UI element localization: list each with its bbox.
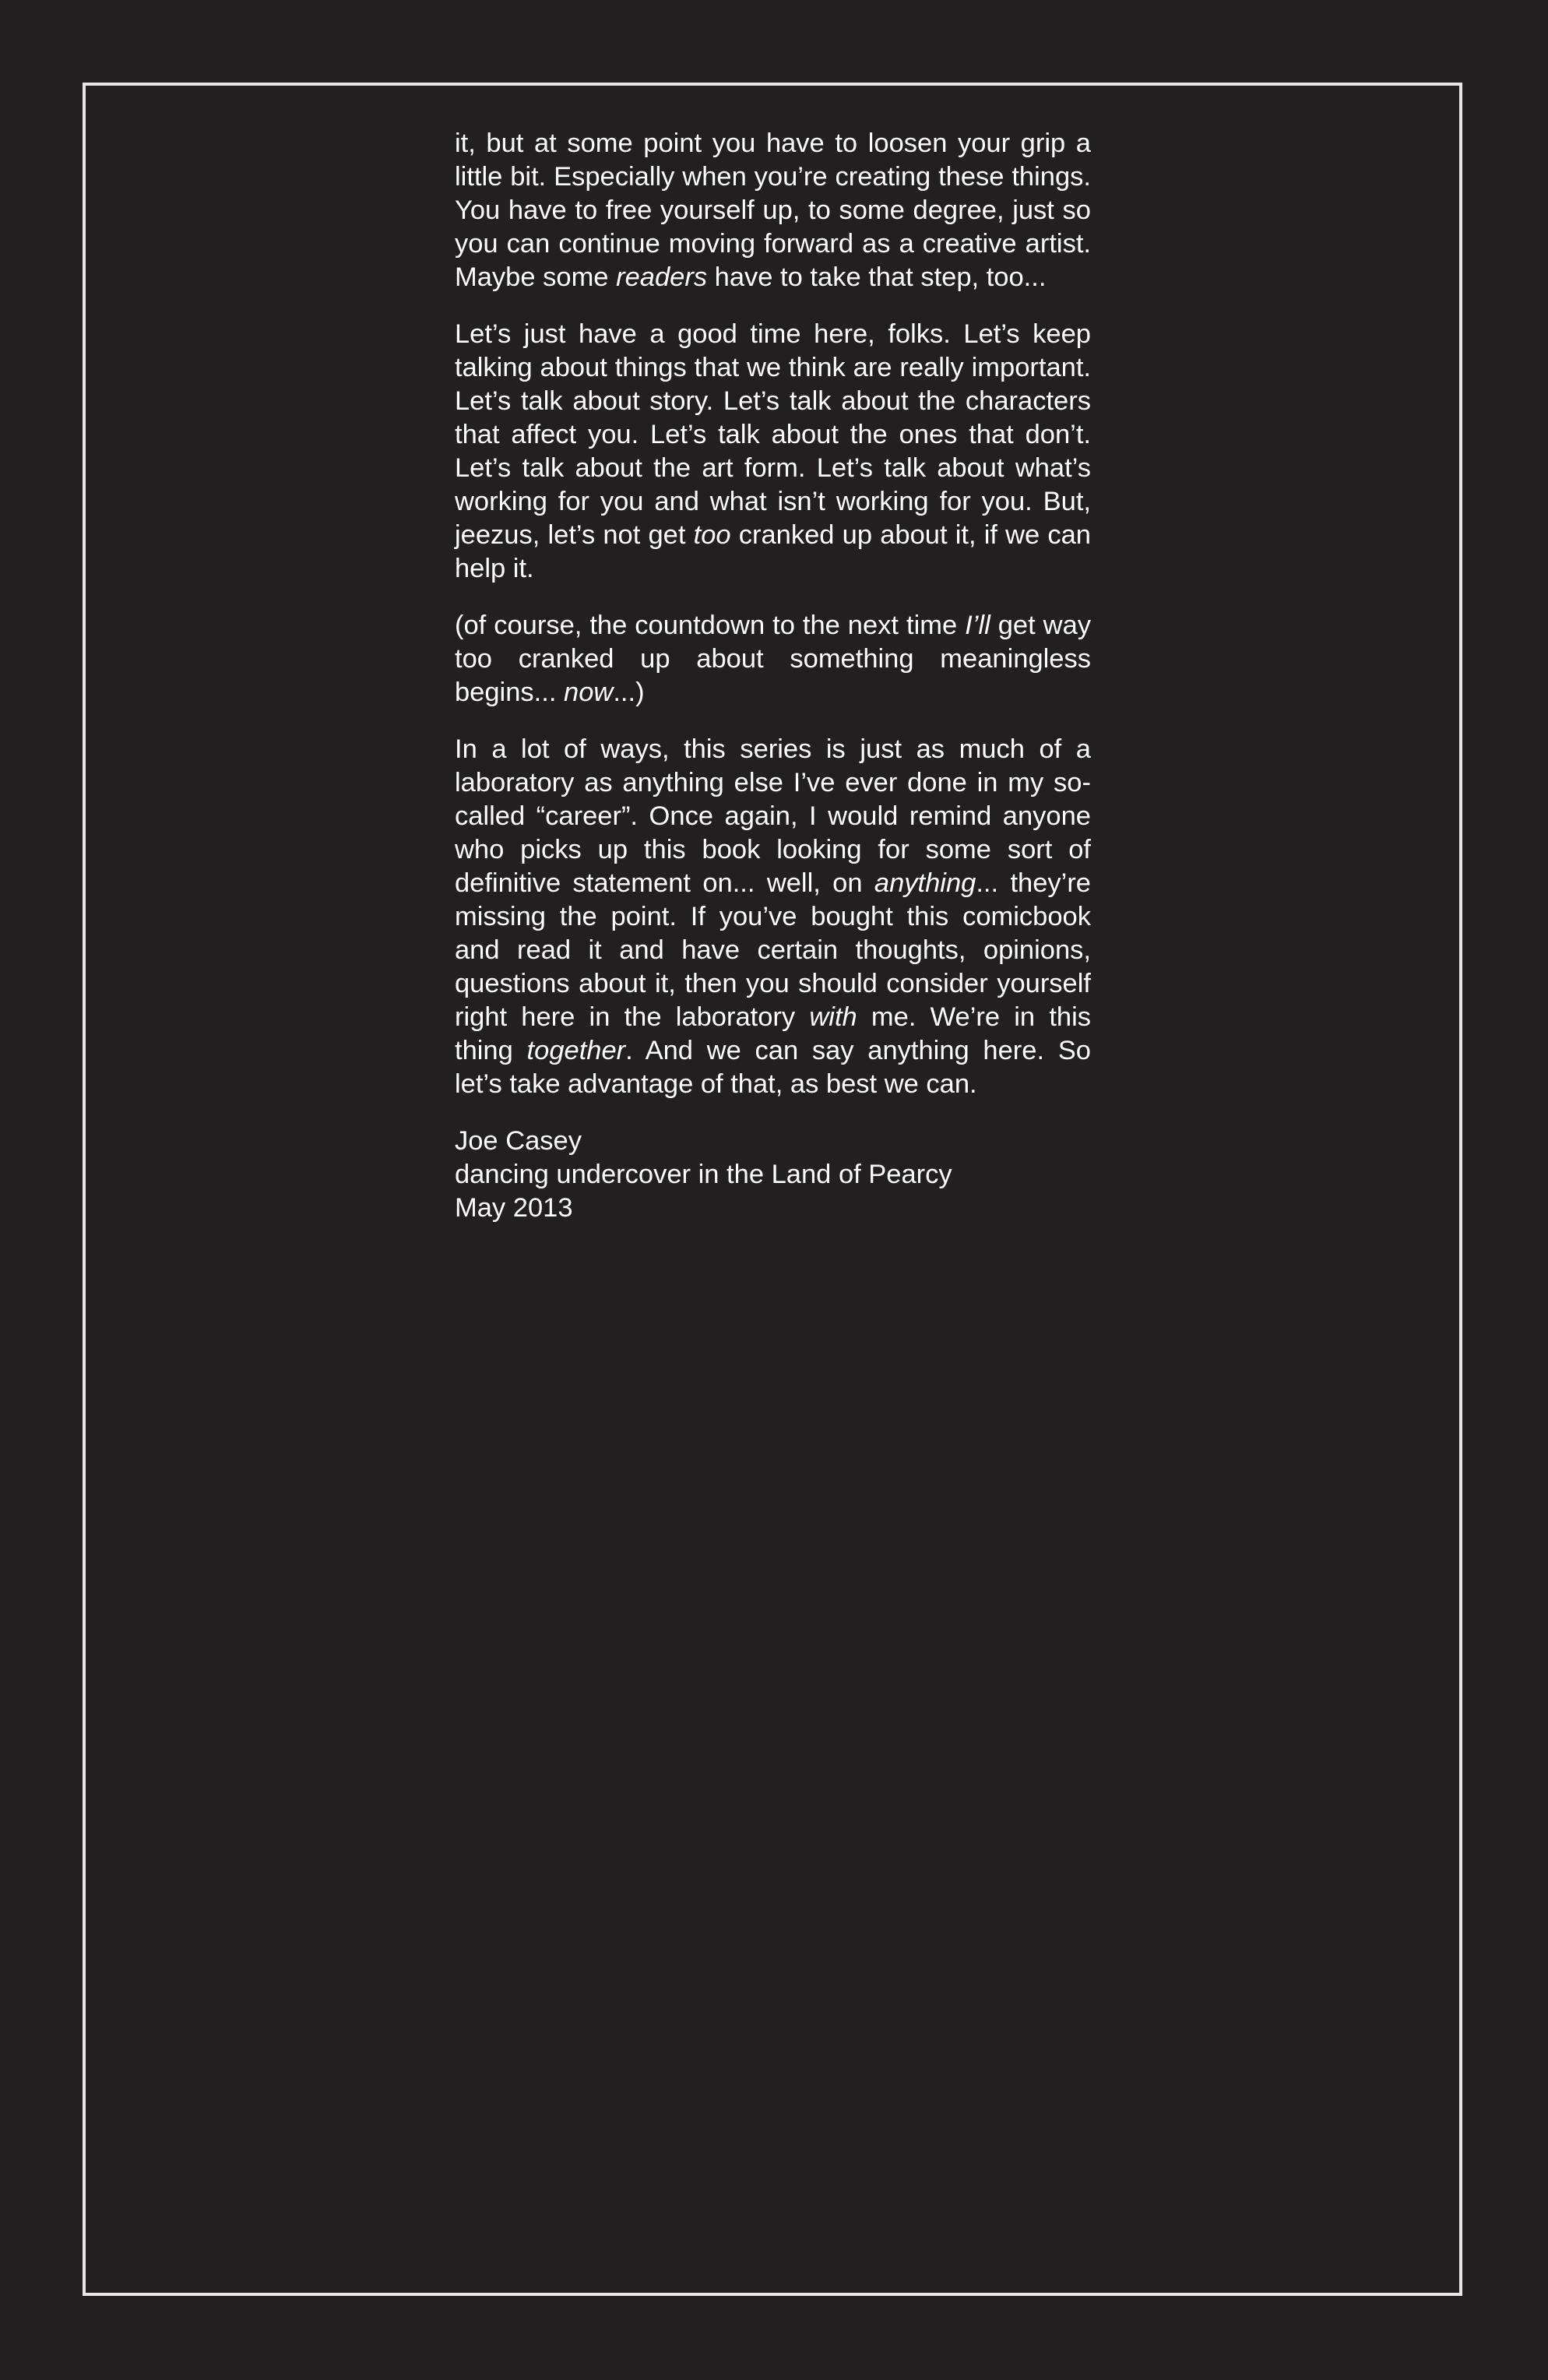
paragraph-3-emphasis-b: now	[564, 678, 614, 707]
paragraph-4-emphasis-b: with	[809, 1002, 857, 1032]
paragraph-4-emphasis-c: together	[526, 1036, 626, 1065]
paragraph-1-text-b: have to take that step, too...	[707, 262, 1047, 292]
paragraph-3-text-b: get way too cranked up about something meaningless begins...	[455, 611, 1092, 707]
paragraph-3	[455, 609, 1091, 709]
signature-name: Joe Casey	[455, 1126, 582, 1156]
paragraph-4-text-c: me. We’re in this thing	[455, 1002, 1092, 1065]
paragraph-2-text-a: Let’s just have a good time here, folks. Let’s keep talking about things that we think are really important. Let’s talk about story. Let’s talk about the characters that affect you. Let’s talk about the ones that don’t. Let’s talk about the art form. Let’s talk about what’s working for you and what isn’t working for you. But, jeezus, let’s not get	[455, 319, 1091, 550]
paragraph-2-emphasis: too	[693, 520, 731, 550]
paragraph-3-text-c: ...)	[613, 678, 645, 707]
paragraph-4-text-d: . And we can say anything here. So let’s take advantage of that, as best we can.	[455, 1036, 1091, 1099]
signature-block	[455, 1125, 1091, 1225]
paragraph-1-text-a: it, but at some point you have to loosen your grip a little bit. Especially when you’re creating these things. You have to free yourself up, to some degree, just so you can continue moving forward as a creative artist. Maybe some	[455, 129, 1091, 292]
paragraph-3-text-a: (of course, the countdown to the next time	[455, 611, 966, 640]
paragraph-4-text-b: ... they’re missing the point. If you’ve bought this comicbook and read it and have certain thoughts, opinions, questions about it, then you should consider yourself right here in the laboratory	[455, 868, 1091, 1032]
paragraph-4	[455, 733, 1091, 1101]
paragraph-2	[455, 318, 1091, 586]
paragraph-1-emphasis: readers	[616, 262, 708, 292]
paragraph-2-text-b: cranked up about it, if we can help it.	[455, 520, 1091, 583]
paragraph-4-text-a: In a lot of ways, this series is just as much of a laboratory as anything else I’ve ever done in my so-called “career”. Once again, I would remind anyone who picks up this book looking for some sort of definitive statement on... well, on	[455, 734, 1091, 898]
signature-location: dancing undercover in the Land of Pearcy	[455, 1160, 952, 1189]
letter-column	[455, 127, 1091, 1225]
signature-date: May 2013	[455, 1193, 573, 1223]
paragraph-1	[455, 127, 1091, 294]
paragraph-3-emphasis-a: I’ll	[965, 611, 990, 640]
paragraph-4-emphasis-a: anything	[874, 868, 976, 898]
